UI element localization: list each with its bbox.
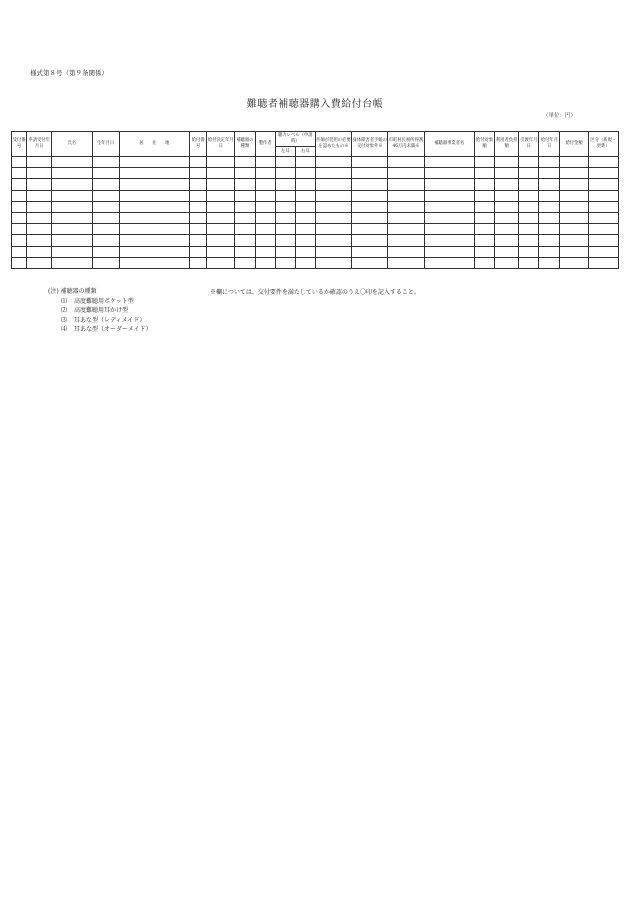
table-cell	[207, 168, 235, 179]
note-text: 耳あな型（オーダーメイド）	[74, 326, 152, 333]
table-cell	[588, 257, 618, 268]
table-cell	[519, 157, 539, 168]
table-cell	[352, 257, 388, 268]
table-cell	[119, 224, 189, 235]
table-cell	[474, 157, 494, 168]
table-cell	[255, 168, 275, 179]
note-text: 高度難聴用耳かけ型	[74, 307, 129, 314]
table-row	[12, 246, 619, 257]
table-cell	[519, 246, 539, 257]
table-cell	[275, 224, 295, 235]
table-cell	[207, 179, 235, 190]
table-cell	[207, 235, 235, 246]
table-cell	[119, 235, 189, 246]
table-cell	[119, 179, 189, 190]
table-cell	[27, 190, 52, 201]
table-cell	[315, 235, 351, 246]
table-cell	[275, 179, 295, 190]
table-cell	[588, 168, 618, 179]
table-cell	[295, 168, 315, 179]
table-row	[12, 235, 619, 246]
table-cell	[424, 257, 474, 268]
table-cell	[190, 190, 207, 201]
col-receipt-date: 申請受付年月日	[27, 132, 52, 157]
table-row	[12, 224, 619, 235]
table-cell	[352, 235, 388, 246]
table-cell	[352, 190, 388, 201]
table-cell	[315, 246, 351, 257]
form-number: 様式第８号（第９条関係）	[30, 69, 108, 77]
table-cell	[12, 246, 27, 257]
table-cell	[424, 224, 474, 235]
table-cell	[190, 168, 207, 179]
table-row	[12, 190, 619, 201]
table-cell	[539, 168, 560, 179]
table-cell	[388, 224, 424, 235]
table-cell	[119, 190, 189, 201]
table-cell	[27, 246, 52, 257]
table-cell	[12, 224, 27, 235]
table-cell	[255, 257, 275, 268]
table-cell	[495, 201, 519, 212]
table-cell	[588, 179, 618, 190]
table-cell	[275, 168, 295, 179]
table-cell	[519, 212, 539, 223]
table-cell	[27, 212, 52, 223]
table-cell	[52, 157, 92, 168]
table-cell	[315, 201, 351, 212]
table-cell	[539, 212, 560, 223]
table-cell	[27, 168, 52, 179]
col-certificate-excluded: 身体障害者手帳の交付対象外※	[352, 132, 388, 157]
table-cell	[92, 224, 119, 235]
table-cell	[560, 224, 588, 235]
table-cell	[275, 257, 295, 268]
table-cell	[560, 168, 588, 179]
table-cell	[235, 235, 255, 246]
table-cell	[119, 246, 189, 257]
table-cell	[255, 201, 275, 212]
col-category: 区分（新規・更新）	[588, 132, 618, 157]
table-cell	[388, 190, 424, 201]
table-cell	[295, 179, 315, 190]
table-cell	[519, 179, 539, 190]
col-maker: 製作者	[255, 132, 275, 157]
table-cell	[424, 179, 474, 190]
col-doctor-approved: 医師が装用の必要を認めたもの※	[315, 132, 351, 157]
table-cell	[92, 201, 119, 212]
table-cell	[388, 179, 424, 190]
note-item	[48, 316, 152, 326]
table-cell	[588, 190, 618, 201]
table-cell	[207, 201, 235, 212]
col-right-ear: 右耳	[295, 147, 315, 157]
table-cell	[352, 201, 388, 212]
table-cell	[560, 212, 588, 223]
table-cell	[255, 235, 275, 246]
table-cell	[235, 179, 255, 190]
table-cell	[495, 190, 519, 201]
table-cell	[235, 168, 255, 179]
table-cell	[255, 212, 275, 223]
unit-label: （単位：円）	[542, 113, 576, 119]
table-cell	[474, 168, 494, 179]
table-cell	[560, 157, 588, 168]
table-cell	[27, 201, 52, 212]
table-cell	[424, 157, 474, 168]
table-cell	[12, 235, 27, 246]
table-cell	[519, 257, 539, 268]
table-cell	[27, 179, 52, 190]
table-cell	[388, 246, 424, 257]
table-cell	[12, 257, 27, 268]
page-title: 難聴者補聴器購入費給付台帳	[246, 99, 384, 110]
table-cell	[190, 224, 207, 235]
table-cell	[235, 190, 255, 201]
col-tax-under-limit: 市町村民税所得割46万円未満※	[388, 132, 424, 157]
table-cell	[190, 257, 207, 268]
table-cell	[588, 201, 618, 212]
table-cell	[388, 257, 424, 268]
note-text: 高度難聴用ポケット型	[74, 297, 134, 305]
table-cell	[12, 179, 27, 190]
table-cell	[495, 235, 519, 246]
table-cell	[474, 246, 494, 257]
table-cell	[275, 235, 295, 246]
table-cell	[315, 257, 351, 268]
table-cell	[539, 157, 560, 168]
note-number: ⑷	[61, 326, 68, 333]
note-number: ⑶	[61, 316, 68, 324]
table-cell	[519, 168, 539, 179]
table-cell	[588, 157, 618, 168]
table-cell	[92, 235, 119, 246]
table-cell	[315, 168, 351, 179]
table-cell	[560, 201, 588, 212]
table-cell	[27, 224, 52, 235]
table-cell	[560, 190, 588, 201]
table-cell	[255, 157, 275, 168]
col-grant-no: 給付番号	[190, 132, 207, 157]
table-cell	[207, 157, 235, 168]
table-cell	[235, 224, 255, 235]
note-number: ⑴	[61, 297, 68, 305]
table-cell	[12, 190, 27, 201]
table-cell	[235, 212, 255, 223]
ledger-table	[11, 131, 619, 269]
table-cell	[539, 235, 560, 246]
table-cell	[27, 157, 52, 168]
table-cell	[388, 201, 424, 212]
table-cell	[424, 190, 474, 201]
table-cell	[388, 235, 424, 246]
table-cell	[539, 257, 560, 268]
table-cell	[119, 212, 189, 223]
table-cell	[315, 179, 351, 190]
table-cell	[52, 212, 92, 223]
table-cell	[27, 257, 52, 268]
col-receipt-no: 受付番号	[12, 132, 27, 157]
col-left-ear: 左耳	[275, 147, 295, 157]
table-cell	[474, 257, 494, 268]
table-cell	[207, 212, 235, 223]
table-cell	[52, 201, 92, 212]
col-user-copay: 利用者負担額	[495, 132, 519, 157]
table-cell	[275, 212, 295, 223]
table-cell	[295, 235, 315, 246]
table-cell	[275, 201, 295, 212]
note-item	[48, 306, 152, 316]
note-item	[48, 325, 152, 335]
table-cell	[560, 235, 588, 246]
table-cell	[495, 168, 519, 179]
note-number: ⑵	[61, 307, 68, 314]
table-cell	[519, 190, 539, 201]
table-cell	[190, 201, 207, 212]
table-cell	[207, 190, 235, 201]
table-cell	[275, 246, 295, 257]
table-cell	[474, 201, 494, 212]
table-cell	[255, 246, 275, 257]
table-cell	[92, 246, 119, 257]
table-cell	[495, 179, 519, 190]
table-cell	[52, 224, 92, 235]
table-cell	[588, 212, 618, 223]
table-row	[12, 157, 619, 168]
table-cell	[119, 168, 189, 179]
table-cell	[119, 201, 189, 212]
table-cell	[235, 157, 255, 168]
table-cell	[295, 212, 315, 223]
table-cell	[52, 257, 92, 268]
table-cell	[495, 224, 519, 235]
table-cell	[495, 246, 519, 257]
table-row	[12, 257, 619, 268]
table-cell	[92, 257, 119, 268]
table-cell	[12, 168, 27, 179]
table-cell	[424, 235, 474, 246]
col-name: 氏名	[52, 132, 92, 157]
table-cell	[388, 212, 424, 223]
table-cell	[424, 201, 474, 212]
table-cell	[352, 212, 388, 223]
table-cell	[352, 224, 388, 235]
notes-heading: (注) 補聴器の種類	[48, 288, 97, 295]
table-cell	[519, 201, 539, 212]
table-cell	[92, 190, 119, 201]
table-cell	[295, 224, 315, 235]
table-cell	[352, 179, 388, 190]
note-item	[48, 297, 152, 307]
table-cell	[52, 246, 92, 257]
table-cell	[27, 235, 52, 246]
table-cell	[275, 157, 295, 168]
table-cell	[588, 224, 618, 235]
col-delivery-date: 引渡年月日	[519, 132, 539, 157]
table-cell	[92, 212, 119, 223]
table-cell	[315, 212, 351, 223]
table-cell	[255, 190, 275, 201]
table-cell	[295, 246, 315, 257]
table-cell	[52, 168, 92, 179]
table-cell	[92, 179, 119, 190]
table-cell	[92, 168, 119, 179]
table-cell	[474, 235, 494, 246]
table-cell	[235, 257, 255, 268]
table-cell	[207, 224, 235, 235]
table-cell	[119, 157, 189, 168]
table-cell	[352, 246, 388, 257]
col-birthdate: 生年月日	[92, 132, 119, 157]
table-row	[12, 212, 619, 223]
table-cell	[52, 235, 92, 246]
table-cell	[207, 257, 235, 268]
table-cell	[424, 168, 474, 179]
table-cell	[474, 212, 494, 223]
table-cell	[12, 157, 27, 168]
table-cell	[255, 224, 275, 235]
table-cell	[275, 190, 295, 201]
table-cell	[52, 179, 92, 190]
col-address: 居 住 地	[119, 132, 189, 157]
table-cell	[474, 190, 494, 201]
table-cell	[352, 157, 388, 168]
table-cell	[495, 257, 519, 268]
table-cell	[190, 235, 207, 246]
table-cell	[207, 246, 235, 257]
table-cell	[235, 201, 255, 212]
table-cell	[52, 190, 92, 201]
table-cell	[539, 201, 560, 212]
table-cell	[92, 157, 119, 168]
col-payment-date: 給付年月日	[539, 132, 560, 157]
table-cell	[119, 257, 189, 268]
table-row	[12, 168, 619, 179]
col-hearing-level: 聴力レベル（申請時）	[275, 132, 315, 147]
table-cell	[388, 168, 424, 179]
table-cell	[519, 235, 539, 246]
table-cell	[295, 157, 315, 168]
col-vendor-name: 補聴器事業者名	[424, 132, 474, 157]
table-cell	[560, 179, 588, 190]
table-cell	[315, 224, 351, 235]
table-row	[12, 179, 619, 190]
table-cell	[190, 157, 207, 168]
table-cell	[295, 257, 315, 268]
table-cell	[424, 246, 474, 257]
note-text: 耳あな型（レディメイド）	[74, 316, 146, 324]
table-cell	[560, 257, 588, 268]
table-cell	[495, 212, 519, 223]
table-cell	[295, 190, 315, 201]
table-cell	[352, 168, 388, 179]
table-cell	[190, 246, 207, 257]
table-cell	[539, 246, 560, 257]
table-cell	[539, 190, 560, 201]
table-cell	[295, 201, 315, 212]
table-cell	[539, 224, 560, 235]
table-cell	[388, 157, 424, 168]
table-cell	[519, 224, 539, 235]
table-cell	[495, 157, 519, 168]
table-cell	[315, 190, 351, 201]
table-cell	[539, 179, 560, 190]
notes	[48, 287, 152, 335]
table-cell	[190, 212, 207, 223]
col-device-type: 補聴器の種類	[235, 132, 255, 157]
table-cell	[560, 246, 588, 257]
table-cell	[12, 212, 27, 223]
table-cell	[424, 212, 474, 223]
col-eligible-amount: 給付対象額	[474, 132, 494, 157]
col-decision-date: 給付決定年月日	[207, 132, 235, 157]
table-row	[12, 201, 619, 212]
table-cell	[190, 179, 207, 190]
table-cell	[474, 224, 494, 235]
table-cell	[315, 157, 351, 168]
table-cell	[255, 179, 275, 190]
table-cell	[12, 201, 27, 212]
table-cell	[588, 246, 618, 257]
table-cell	[235, 246, 255, 257]
col-grant-amount: 給付金額	[560, 132, 588, 157]
table-cell	[474, 179, 494, 190]
remark-text: ※欄については、交付要件を満たしているか確認のうえ〇印を記入すること。	[210, 289, 420, 296]
table-cell	[588, 235, 618, 246]
